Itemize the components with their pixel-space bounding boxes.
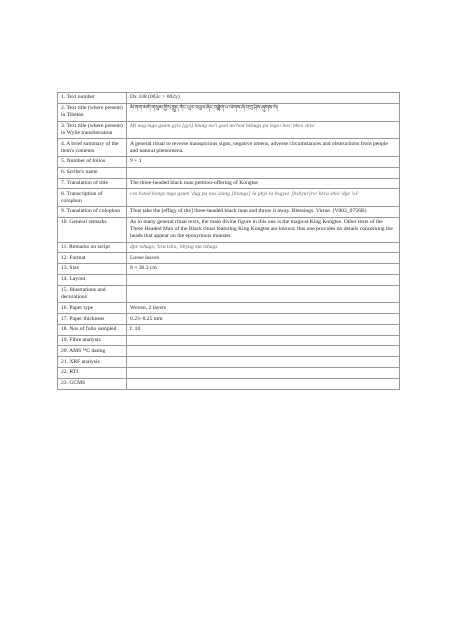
record-row: [58, 357, 400, 368]
record-row: [58, 189, 400, 207]
field-label: 15. Illustrations and decorations: [58, 285, 127, 303]
record-row: [58, 285, 400, 303]
record-row: [58, 264, 400, 275]
record-row: [58, 314, 400, 325]
field-value: 8 × 36.3 cm: [127, 264, 400, 275]
record-row: [58, 324, 400, 335]
field-value: [127, 285, 400, 303]
field-label: 10. General remarks: [58, 217, 127, 242]
record-row: [58, 157, 400, 168]
field-label: 11. Remarks on script: [58, 242, 127, 253]
record-row: [58, 207, 400, 218]
field-label: 9. Translation of colophon: [58, 207, 127, 218]
record-row: [58, 167, 400, 178]
manuscript-record-table: [57, 92, 400, 390]
record-row: [58, 346, 400, 357]
field-value: Dx 338 (002c > 002y): [127, 93, 400, 104]
field-label: 14. Layout: [58, 274, 127, 285]
record-row: [58, 335, 400, 346]
record-row: [58, 93, 400, 104]
record-row: [58, 274, 400, 285]
record-row: [58, 367, 400, 378]
field-value: The three-headed black man petition-offering of Kongtse: [127, 178, 400, 189]
record-row: [58, 103, 400, 121]
field-value: [127, 378, 400, 389]
field-value: 9 + 1: [127, 157, 400, 168]
record-row: [58, 253, 400, 264]
field-value: As in many general ritual texts, the main divine figure in this one is the magical King Kongtse. Other texts of the Three Headed Man of the Black ritual featuring King Kongtse are known; this one provides no details concerning the heads that appear on the eponymous monster.: [127, 217, 400, 242]
field-label: 22. RTI: [58, 367, 127, 378]
field-label: 6. Scribe's name: [58, 167, 127, 178]
field-label: 17. Paper thickness: [58, 314, 127, 325]
field-label: 2. Text title (where present) in Tibetan: [58, 103, 127, 121]
field-value: Loose leaves: [127, 253, 400, 264]
field-label: 7. Translation of title: [58, 178, 127, 189]
field-value: [127, 274, 400, 285]
field-value: [127, 346, 400, 357]
field-label: 23. GCMS: [58, 378, 127, 389]
field-label: 18. Nos of folio sampled: [58, 324, 127, 335]
field-value: Mi nag mgo gsum gyis [gyi] klung tse'i gsol mchod bzhugs pa legs+hos' bkra shis/: [127, 121, 400, 139]
field-label: 3. Text title (where present) in Wylie transliteration: [58, 121, 127, 139]
field-label: 16. Paper type: [58, 303, 127, 314]
record-row: [58, 121, 400, 139]
field-value: མི་ནག་མགོ་གསུམ་གྱིས་གླུད་གོང་ཕུར་འབུལ་ཞིང་བཟློག་པ་ལེགས་ཞོ་བཀྲ་ཤིས་ཞུགས་སོ།: [127, 103, 400, 121]
field-label: 13. Size: [58, 264, 127, 275]
record-row: [58, 139, 400, 157]
field-label: 4. A brief summary of the item's contents: [58, 139, 127, 157]
record-row: [58, 217, 400, 242]
field-label: 12. Format: [58, 253, 127, 264]
field-value: [127, 357, 400, 368]
field-label: 20. AMS ¹⁴C dating: [58, 346, 127, 357]
field-value: [127, 335, 400, 346]
record-body: [58, 93, 400, 390]
field-label: 19. Fibre analysis: [58, 335, 127, 346]
field-value: Thus take the [effigy of the] three-headed black man and throw it away. Blessings. Virtue. (V002_0756B): [127, 207, 400, 218]
field-label: 1. Text number: [58, 93, 127, 104]
field-value: 0.23–0.25 mm: [127, 314, 400, 325]
field-value: f. 10: [127, 324, 400, 335]
field-label: 8. Transcription of colophon: [58, 189, 127, 207]
field-value: [127, 367, 400, 378]
record-row: [58, 303, 400, 314]
field-value: dpe tshugs, 'bru tsha, 'khyug ma tshugs: [127, 242, 400, 253]
field-label: 21. XRF analysis: [58, 357, 127, 368]
field-value: A general ritual to reverse inauspicious signs, negative omens, adverse circumstances and obstructions from people and natural phenomena.: [127, 139, 400, 157]
record-row: [58, 242, 400, 253]
field-value: ces bstod kongs mgo gsum 'dug pa nas slang [blangs] la phyi la bsgyur [bsbyur]ro/ bkra shis/ dge 'ol/: [127, 189, 400, 207]
field-label: 5. Number of folios: [58, 157, 127, 168]
record-row: [58, 178, 400, 189]
record-row: [58, 378, 400, 389]
field-value: Woven, 2 layers: [127, 303, 400, 314]
field-value: [127, 167, 400, 178]
